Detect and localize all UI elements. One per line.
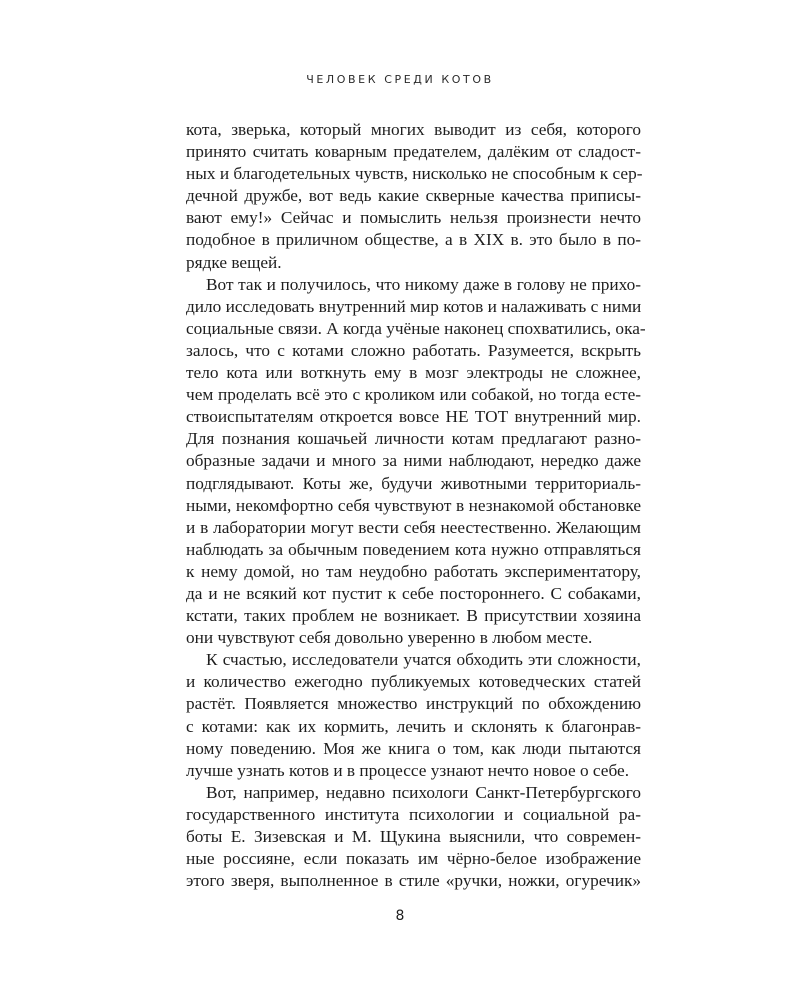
text-line: К счастью, исследователи учатся обходить эти сложности, xyxy=(206,650,641,670)
text-line: наблюдать за обычным поведением кота нужно отправляться xyxy=(186,539,641,559)
text-line: и количество ежегодно публикуемых котоведческих статей xyxy=(186,672,641,692)
text-line: лучше узнать котов и в процессе узнают нечто новое о себе. xyxy=(186,760,630,780)
text-line: кстати, таких проблем не возникает. В присутствии хозяина xyxy=(186,606,641,626)
text-line: принято считать коварным предателем, далёким от сладост- xyxy=(186,142,641,162)
text-line: Для познания кошачьей личности котам предлагают разно- xyxy=(186,429,641,449)
text-line: образные задачи и много за ними наблюдают, нередко даже xyxy=(186,451,641,471)
text-line: Вот, например, недавно психологи Санкт-Петербургского xyxy=(206,782,641,802)
text-line: ные россияне, если показать им чёрно-белое изображение xyxy=(186,849,641,869)
text-line: боты Е. Зизевская и М. Щукина выяснили, что современ- xyxy=(186,827,641,846)
text-line: кота, зверька, который многих выводит из себя, которого xyxy=(186,120,641,139)
text-line: тело кота или воткнуть ему в мозг электроды не сложнее, xyxy=(186,363,641,383)
text-line: подобное в приличном обществе, а в XIX в. это было в по- xyxy=(186,230,641,250)
text-line: государственного института психологии и социальной ра- xyxy=(186,804,641,824)
text-line: ному поведению. Моя же книга о том, как люди пытаются xyxy=(186,738,641,758)
text-line: они чувствуют себя довольно уверенно в любом месте. xyxy=(186,628,593,648)
text-line: растёт. Появляется множество инструкций по обхождению xyxy=(186,694,641,714)
text-line: рядке вещей. xyxy=(186,252,282,272)
text-line: социальные связи. А когда учёные наконец спохватились, ока- xyxy=(186,318,646,338)
text-line: ными, некомфортно себя чувствуют в незнакомой обстановке xyxy=(186,495,641,515)
text-line: Вот так и получилось, что никому даже в голову не прихо- xyxy=(206,274,641,294)
text-line: да и не всякий кот пустит к себе постороннего. С собаками, xyxy=(186,583,641,603)
text-line: чем проделать всё это с кроликом или собакой, но тогда есте- xyxy=(186,385,641,405)
text-line: вают ему!» Сейчас и помыслить нельзя произнести нечто xyxy=(186,208,641,228)
body-text xyxy=(186,119,646,892)
text-line: этого зверя, выполненное в стиле «ручки, ножки, огуречик» xyxy=(186,871,641,891)
text-line: дечной дружбе, вот ведь какие скверные качества приписы- xyxy=(186,186,641,206)
running-head: ЧЕЛОВЕК СРЕДИ КОТОВ xyxy=(306,73,494,86)
text-line: залось, что с котами сложно работать. Разумеется, вскрыть xyxy=(186,340,641,360)
text-line: дило исследовать внутренний мир котов и налаживать с ними xyxy=(186,296,642,316)
text-line: к нему домой, но там неудобно работать экспериментатору, xyxy=(186,561,641,581)
page-number: 8 xyxy=(395,908,405,924)
text-line: ных и благодетельных чувств, нисколько не способным к сер- xyxy=(186,164,643,184)
text-line: ствоиспытателям откроется вовсе НЕ ТОТ внутренний мир. xyxy=(186,407,641,427)
text-line: и в лаборатории могут вести себя неестественно. Желающим xyxy=(186,517,641,537)
text-line: с котами: как их кормить, лечить и склонять к благонрав- xyxy=(186,716,641,736)
text-line: подглядывают. Коты же, будучи животными территориаль- xyxy=(186,473,641,493)
